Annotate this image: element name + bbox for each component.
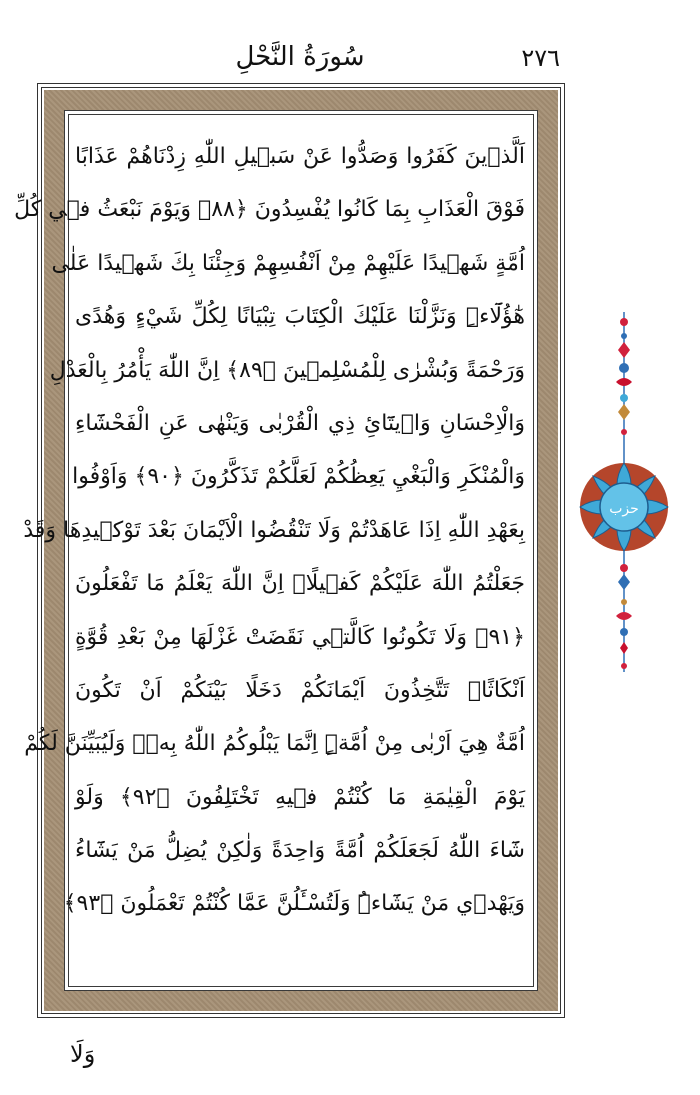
hizb-margin-ornament-icon bbox=[578, 312, 670, 672]
page-header bbox=[40, 38, 560, 78]
page-number: ٢٧٦ bbox=[521, 44, 560, 72]
catchword: وَلَا bbox=[70, 1040, 96, 1068]
hizb-label: حزب bbox=[609, 501, 639, 517]
text-line: اَلَّذ۪ينَ كَفَرُوا وَصَدُّوا عَنْ سَب۪يلِ اللّٰهِ زِدْنَاهُمْ عَذَابًا bbox=[75, 144, 525, 169]
text-line: بِعَهْدِ اللّٰهِ اِذَا عَاهَدْتُمْ وَلَا تَنْقُضُوا الْاَيْمَانَ بَعْدَ تَوْك۪يدِهَا وَقَدْ bbox=[23, 517, 525, 543]
text-line: ﴿٩١﴾ وَلَا تَكُونُوا كَالَّت۪ي نَقَضَتْ غَزْلَهَا مِنْ بَعْدِ قُوَّةٍ bbox=[75, 624, 525, 650]
text-line: فَوْقَ الْعَذَابِ بِمَا كَانُوا يُفْسِدُونَ ﴿٨٨﴾ وَيَوْمَ نَبْعَثُ ف۪ي كُلِّ bbox=[14, 197, 525, 223]
text-line: اُمَّةٍ شَه۪يدًا عَلَيْهِمْ مِنْ اَنْفُسِهِمْ وَجِئْنَا بِكَ شَه۪يدًا عَلٰى bbox=[51, 250, 525, 276]
text-line: اَنْكَاثًاۜ تَتَّخِذُونَ اَيْمَانَكُمْ دَخَلًا بَيْنَكُمْ اَنْ تَكُونَ bbox=[75, 677, 525, 703]
verse-text-block bbox=[14, 130, 526, 985]
text-line: وَالْاِحْسَانِ وَا۪يتَٓائِ ذِي الْقُرْبٰى وَيَنْهٰى عَنِ الْفَحْشَٓاءِ bbox=[75, 410, 525, 436]
text-line: جَعَلْتُمُ اللّٰهَ عَلَيْكُمْ كَف۪يلًاۜ اِنَّ اللّٰهَ يَعْلَمُ مَا تَفْعَلُونَ bbox=[75, 571, 525, 597]
text-line: شَٓاءَ اللّٰهُ لَجَعَلَكُمْ اُمَّةً وَاحِدَةً وَلٰكِنْ يُضِلُّ مَنْ يَشَٓاءُ bbox=[75, 838, 525, 864]
text-line: اُمَّةٌ هِيَ اَرْبٰى مِنْ اُمَّةٍۜ اِنَّمَا يَبْلُوكُمُ اللّٰهُ بِه۪ۜ وَلَيُبَيِّنَنَّ لَكُمْ bbox=[24, 731, 525, 757]
text-line: يَوْمَ الْقِيٰمَةِ مَا كُنْتُمْ ف۪يهِ تَخْتَلِفُونَ ﴿٩٢﴾ وَلَوْ bbox=[75, 784, 526, 810]
text-line: وَالْمُنْكَرِ وَالْبَغْيِ يَعِظُكُمْ لَعَلَّكُمْ تَذَكَّرُونَ ﴿٩٠﴾ وَاَوْفُوا bbox=[72, 464, 525, 490]
surah-title: سُورَةُ النَّحْلِ bbox=[235, 42, 365, 72]
text-line: وَيَهْد۪ي مَنْ يَشَٓاءُۜ وَلَتُسْـَٔلُنَّ عَمَّا كُنْتُمْ تَعْمَلُونَ ﴿٩٣﴾ bbox=[63, 891, 525, 917]
text-line: وَرَحْمَةً وَبُشْرٰى لِلْمُسْلِم۪ينَ ﴿٨٩﴾ اِنَّ اللّٰهَ يَأْمُرُ بِالْعَدْلِ bbox=[49, 357, 525, 383]
text-line: هٰٓؤُلَٓاءِۜ وَنَزَّلْنَا عَلَيْكَ الْكِتَابَ تِبْيَانًا لِكُلِّ شَيْءٍ وَهُدًى bbox=[75, 304, 525, 330]
